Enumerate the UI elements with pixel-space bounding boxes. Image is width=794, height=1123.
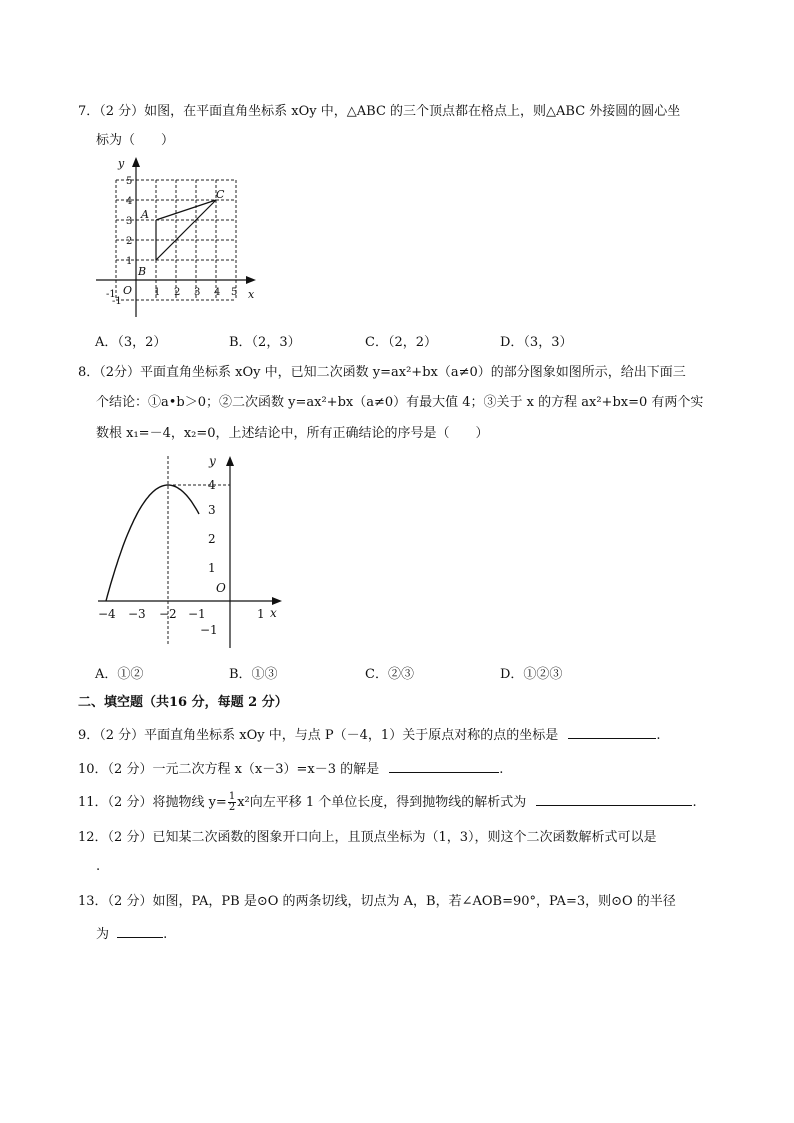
q10-text: 10．（2 分）一元二次方程 x（x－3）=x－3 的解是: [78, 762, 380, 777]
q7-ytick: -1: [112, 296, 122, 307]
q8-xtick: −3: [128, 607, 146, 621]
q8-xtick: 1: [257, 607, 265, 621]
q11-text-after: x²向左平移 1 个单位长度，得到抛物线的解析式为: [237, 795, 527, 810]
q8-line3: 数根 x₁=－4，x₂=0，上述结论中，所有正确结论的序号是（ ）: [96, 426, 489, 441]
q8-option-b[interactable]: B．①③: [229, 667, 278, 682]
q8-ytick: −1: [200, 623, 218, 637]
q7-ytick: 3: [126, 216, 133, 227]
q7-xtick: -1: [106, 289, 116, 300]
q7-option-b[interactable]: B．（2，3）: [229, 335, 301, 350]
point-b-label: B: [138, 265, 147, 278]
q9-text: 9．（2 分）平面直角坐标系 xOy 中，与点 P（－4，1）关于原点对称的点的坐标是: [78, 728, 559, 743]
q8-option-d[interactable]: D．①②③: [500, 667, 563, 682]
q8-option-a[interactable]: A．①②: [95, 667, 144, 682]
q8-y-label: y: [209, 454, 216, 468]
triangle-abc: [156, 200, 216, 260]
q8-ytick: 4: [208, 478, 216, 492]
q7-xtick: 2: [174, 287, 181, 298]
q7-x-label: x: [248, 288, 255, 301]
q7-grid-figure: [90, 155, 270, 325]
q7-option-d[interactable]: D．（3，3）: [500, 335, 573, 350]
q12-line2: .: [96, 859, 101, 874]
q8-xtick: −2: [159, 607, 177, 621]
q7-xtick: 3: [194, 287, 201, 298]
q7-ytick: 5: [126, 176, 133, 187]
q10-line: [78, 760, 503, 779]
section-heading: 二、填空题（共16 分，每题 2 分）: [78, 695, 288, 710]
q9-line: [78, 726, 660, 745]
q11-fraction: [228, 792, 236, 813]
q11-text-before: 11．（2 分）将抛物线 y=: [78, 795, 227, 810]
q11-denominator: 2: [228, 802, 236, 813]
q13-period: .: [163, 927, 168, 942]
q8-option-c[interactable]: C．②③: [365, 667, 414, 682]
q11-period: .: [692, 795, 697, 810]
q7-origin-label: O: [123, 284, 133, 297]
q7-xtick: 4: [214, 287, 221, 298]
q9-period: .: [656, 728, 661, 743]
q8-line1: 8．（2分）平面直角坐标系 xOy 中，已知二次函数 y=ax²+bx（a≠0）的部分图象如图所示，给出下面三: [78, 365, 686, 380]
q8-origin-label: O: [216, 581, 226, 595]
q7-ytick: 4: [126, 196, 133, 207]
q7-xtick: 1: [154, 287, 161, 298]
q8-x-label: x: [270, 606, 277, 620]
q7-ytick: 1: [126, 256, 133, 267]
q8-line2: 个结论：①a•b＞0；②二次函数 y=ax²+bx（a≠0）有最大值 4；③关于 x 的方程 ax²+bx=0 有两个实: [96, 395, 704, 410]
q11-numerator: 1: [228, 791, 236, 802]
point-c-label: C: [216, 188, 225, 201]
q9-answer-blank[interactable]: [568, 726, 656, 739]
q8-parabola-figure: [92, 452, 292, 652]
q13-text: 为: [96, 927, 110, 942]
q13-answer-blank[interactable]: [117, 925, 163, 938]
q8-ytick: 2: [208, 532, 216, 546]
q12-line1: 12．（2 分）已知某二次函数的图象开口向上，且顶点坐标为（1，3），则这个二次函数解析式可以是: [78, 830, 657, 845]
q11-line: [78, 792, 697, 813]
q8-xtick: −1: [188, 607, 206, 621]
q11-answer-blank[interactable]: [536, 793, 692, 806]
q7-line2: 标为（ ）: [96, 133, 175, 148]
q8-xtick: −4: [98, 607, 116, 621]
point-a-label: A: [141, 208, 149, 221]
parabola-curve: [106, 485, 199, 601]
q7-line1: 7．（2 分）如图，在平面直角坐标系 xOy 中，△ABC 的三个顶点都在格点上，则△ABC 外接圆的圆心坐: [78, 104, 681, 119]
q13-line1: 13．（2 分）如图，PA，PB 是⊙O 的两条切线，切点为 A，B，若∠AOB=90°，PA=3，则⊙O 的半径: [78, 894, 676, 909]
q13-line2: [96, 925, 167, 944]
q8-ytick: 3: [208, 503, 216, 517]
q8-ytick: 1: [208, 561, 216, 575]
q7-option-a[interactable]: A．（3，2）: [95, 335, 167, 350]
q10-answer-blank[interactable]: [389, 760, 499, 773]
q7-option-c[interactable]: C．（2，2）: [365, 335, 437, 350]
q10-period: .: [499, 762, 504, 777]
q7-y-label: y: [118, 157, 125, 170]
q7-ytick: 2: [126, 236, 133, 247]
q7-xtick: 5: [231, 287, 238, 298]
